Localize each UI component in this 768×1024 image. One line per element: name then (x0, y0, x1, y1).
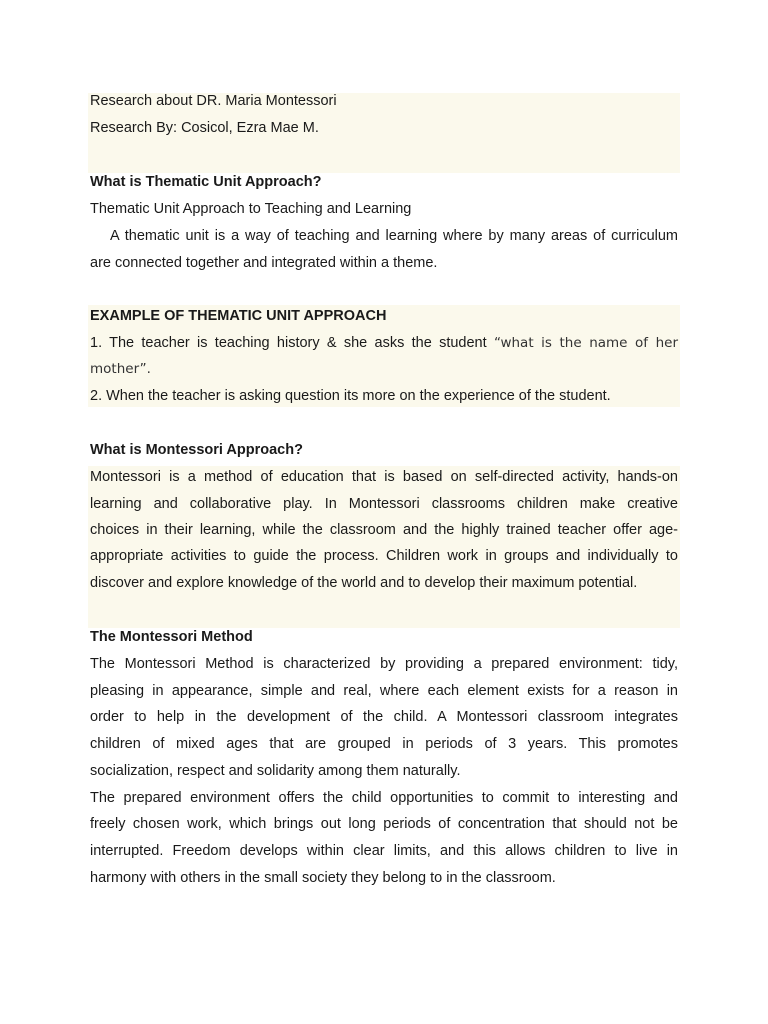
document-author: Research By: Cosicol, Ezra Mae M. (90, 120, 319, 136)
montessori-method-line: order to help in the development of the child. A Montessori classroom integrates (90, 709, 678, 725)
thematic-subheading: Thematic Unit Approach to Teaching and Learning (90, 201, 412, 217)
montessori-method-heading: The Montessori Method (90, 629, 253, 645)
example-item-1-continued: mother”. (90, 361, 151, 377)
montessori-approach-line: choices in their learning, while the classroom and the highly trained teacher offer age- (90, 522, 678, 538)
example-item-1 (90, 330, 678, 357)
example-item-2: 2. When the teacher is asking question its more on the experience of the student. (90, 388, 611, 404)
montessori-method-line: socialization, respect and solidarity among them naturally. (90, 763, 461, 779)
document-title: Research about DR. Maria Montessori (90, 93, 337, 109)
example-heading: EXAMPLE OF THEMATIC UNIT APPROACH (90, 308, 387, 324)
montessori-approach-line: appropriate activities to guide the process. Children work in groups and individually to (90, 548, 678, 564)
example-item-1-text: 1. The teacher is teaching history & she asks the student (90, 335, 487, 351)
example-item-1-quote: “what is the name of her (493, 335, 679, 351)
montessori-method-line: The prepared environment offers the child opportunities to commit to interesting and (90, 790, 678, 806)
montessori-method-line: harmony with others in the small society they belong to in the classroom. (90, 870, 556, 886)
montessori-method-line: The Montessori Method is characterized by providing a prepared environment: tidy, (90, 656, 678, 672)
thematic-paragraph-line: A thematic unit is a way of teaching and learning where by many areas of curriculum (110, 228, 678, 244)
montessori-approach-line: learning and collaborative play. In Montessori classrooms children make creative (90, 496, 678, 512)
montessori-method-line: freely chosen work, which brings out long periods of concentration that should not be (90, 816, 678, 832)
montessori-method-line: interrupted. Freedom develops within clear limits, and this allows children to live in (90, 843, 678, 859)
montessori-approach-line: discover and explore knowledge of the world and to develop their maximum potential. (90, 575, 638, 591)
montessori-approach-line: Montessori is a method of education that is based on self-directed activity, hands-on (90, 469, 678, 485)
thematic-paragraph-line: are connected together and integrated within a theme. (90, 255, 438, 271)
thematic-heading: What is Thematic Unit Approach? (90, 174, 322, 190)
montessori-method-line: children of mixed ages that are grouped in periods of 3 years. This promotes (90, 736, 678, 752)
montessori-approach-heading: What is Montessori Approach? (90, 442, 303, 458)
montessori-method-line: pleasing in appearance, simple and real, where each element exists for a reason in (90, 683, 678, 699)
